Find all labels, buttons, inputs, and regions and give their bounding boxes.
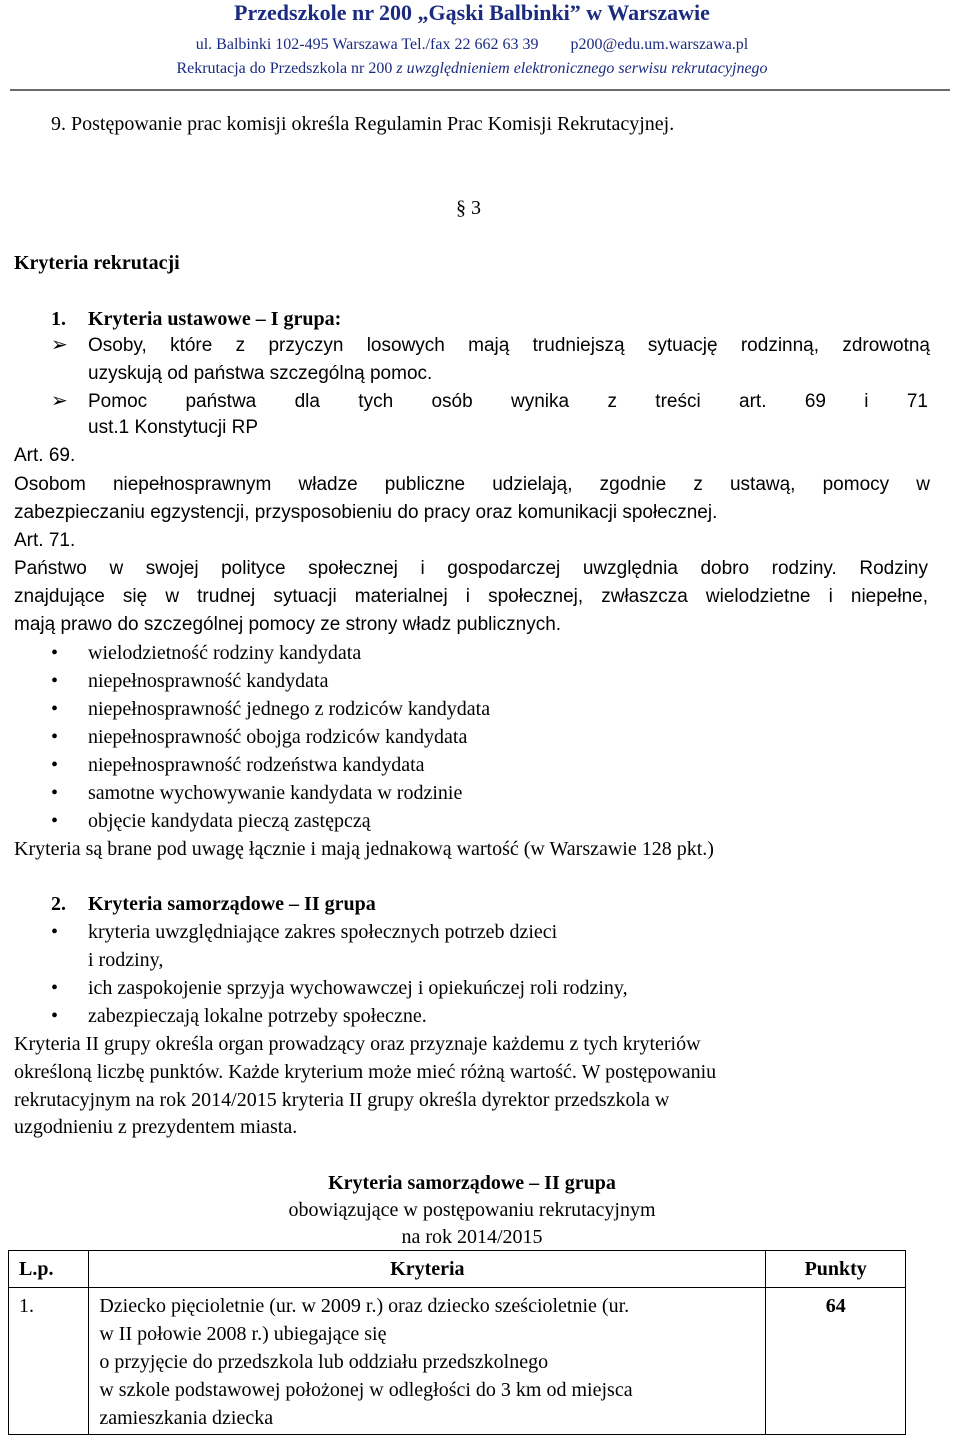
group2-bullet1-line2: i rodziny, bbox=[88, 949, 164, 971]
col-header-lp: L.p. bbox=[9, 1251, 89, 1288]
point-9: 9. Postępowanie prac komisji określa Regulamin Prac Komisji Rekrutacyjnej. bbox=[51, 113, 675, 135]
row-criterion-line: zamieszkania dziecka bbox=[99, 1407, 274, 1429]
arrow-bullet-icon: ➢ bbox=[51, 334, 68, 356]
header-address: ul. Balbinki 102-495 Warszawa Tel./fax 22 662 63 39 bbox=[195, 36, 539, 53]
table-row bbox=[9, 1288, 906, 1435]
table-header-row bbox=[9, 1251, 906, 1288]
bullet-icon: • bbox=[51, 782, 59, 804]
table-title: Kryteria samorządowe – II grupa bbox=[328, 1172, 616, 1194]
bullet-icon: • bbox=[51, 810, 59, 832]
group2-bullet3: zabezpieczają lokalne potrzeby społeczne. bbox=[88, 1005, 427, 1027]
bullet-icon: • bbox=[51, 642, 59, 664]
col-header-kryteria: Kryteria bbox=[89, 1251, 766, 1288]
header-subtitle-italic: z uwzględnieniem elektronicznego serwisu rekrutacyjnego bbox=[396, 60, 768, 77]
row-criterion-line: w II połowie 2008 r.) ubiegające się bbox=[99, 1323, 387, 1345]
arrow2-line1: Pomoc państwa dla tych osób wynika z treści art. 69 i 71 bbox=[88, 391, 928, 412]
art69-line1: Osobom niepełnosprawnym władze publiczne udzielają, zgodnie z ustawą, pomocy w bbox=[14, 474, 930, 495]
group1-summary: Kryteria są brane pod uwagę łącznie i mają jednakową wartość (w Warszawie 128 pkt.) bbox=[14, 838, 714, 860]
table-subtitle1: obowiązujące w postępowaniu rekrutacyjnym bbox=[288, 1199, 656, 1221]
arrow1-line1: Osoby, które z przyczyn losowych mają trudniejszą sytuację rodzinną, zdrowotną bbox=[88, 335, 930, 356]
section-heading: Kryteria rekrutacji bbox=[14, 252, 180, 274]
header-subtitle-plain: Rekrutacja do Przedszkola nr 200 bbox=[176, 60, 393, 77]
group1-bullet: niepełnosprawność rodzeństwa kandydata bbox=[88, 754, 425, 776]
header-subtitle bbox=[0, 60, 944, 78]
group1-bullet: objęcie kandydata pieczą zastępczą bbox=[88, 810, 371, 832]
art71-label: Art. 71. bbox=[14, 530, 76, 551]
row-lp: 1. bbox=[9, 1288, 89, 1435]
table-subtitle2: na rok 2014/2015 bbox=[401, 1226, 543, 1248]
arrow-bullet-icon: ➢ bbox=[51, 390, 68, 412]
group1-bullet: wielodzietność rodziny kandydata bbox=[88, 642, 362, 664]
row-criterion-line: w szkole podstawowej położonej w odległości do 3 km od miejsca bbox=[99, 1379, 633, 1401]
header-address-line bbox=[0, 36, 944, 54]
art71-line2: znajdujące się w trudnej sytuacji materialnej i społecznej, zwłaszcza wielodzietne i niepełne, bbox=[14, 586, 928, 607]
group1-bullet: samotne wychowywanie kandydata w rodzinie bbox=[88, 782, 463, 804]
row-criterion bbox=[89, 1288, 766, 1435]
row-criterion-line: o przyjęcie do przedszkola lub oddziału przedszkolnego bbox=[99, 1351, 549, 1373]
arrow2-line2: ust.1 Konstytucji RP bbox=[88, 417, 259, 438]
group1-bullet: niepełnosprawność obojga rodziców kandydata bbox=[88, 726, 468, 748]
bullet-icon: • bbox=[51, 754, 59, 776]
row-points: 64 bbox=[766, 1288, 906, 1435]
section-mark: § 3 bbox=[456, 197, 481, 219]
group2-para-line1: Kryteria II grupy określa organ prowadzący oraz przyznaje każdemu z tych kryteriów bbox=[14, 1033, 701, 1055]
group1-bullet: niepełnosprawność kandydata bbox=[88, 670, 329, 692]
group2-para-line3: rekrutacyjnym na rok 2014/2015 kryteria II grupy określa dyrektor przedszkola w bbox=[14, 1089, 670, 1111]
header-divider bbox=[10, 89, 950, 91]
bullet-icon: • bbox=[51, 670, 59, 692]
arrow1-line2: uzyskują od państwa szczególną pomoc. bbox=[88, 363, 433, 384]
group1-bullet: niepełnosprawność jednego z rodziców kandydata bbox=[88, 698, 491, 720]
header-email[interactable]: p200@edu.um.warszawa.pl bbox=[570, 36, 749, 53]
col-header-punkty: Punkty bbox=[766, 1251, 906, 1288]
bullet-icon: • bbox=[51, 977, 59, 999]
row-criterion-line: Dziecko pięcioletnie (ur. w 2009 r.) oraz dziecko sześcioletnie (ur. bbox=[99, 1295, 630, 1317]
group2-para-line2: określoną liczbę punktów. Każde kryterium może mieć różną wartość. W postępowaniu bbox=[14, 1061, 717, 1083]
bullet-icon: • bbox=[51, 1005, 59, 1027]
group1-heading-number: 1. bbox=[51, 308, 66, 330]
criteria-table bbox=[8, 1250, 906, 1435]
art69-label: Art. 69. bbox=[14, 445, 76, 466]
header-title: Przedszkole nr 200 „Gąski Balbinki” w Warszawie bbox=[234, 0, 710, 25]
group2-heading: Kryteria samorządowe – II grupa bbox=[88, 893, 376, 915]
group2-bullet2: ich zaspokojenie sprzyja wychowawczej i opiekuńczej roli rodziny, bbox=[88, 977, 628, 999]
group1-heading: Kryteria ustawowe – I grupa: bbox=[88, 308, 342, 330]
bullet-icon: • bbox=[51, 921, 59, 943]
art71-line1: Państwo w swojej polityce społecznej i gospodarczej uwzględnia dobro rodziny. Rodziny bbox=[14, 558, 928, 579]
group2-heading-number: 2. bbox=[51, 893, 66, 915]
art71-line3: mają prawo do szczególnej pomocy ze strony władz publicznych. bbox=[14, 614, 562, 635]
group2-para-line4: uzgodnieniu z prezydentem miasta. bbox=[14, 1116, 298, 1138]
group2-bullet1-line1: kryteria uwzględniające zakres społecznych potrzeb dzieci bbox=[88, 921, 558, 943]
art69-line2: zabezpieczaniu egzystencji, przysposobieniu do pracy oraz komunikacji społecznej. bbox=[14, 502, 718, 523]
bullet-icon: • bbox=[51, 726, 59, 748]
bullet-icon: • bbox=[51, 698, 59, 720]
